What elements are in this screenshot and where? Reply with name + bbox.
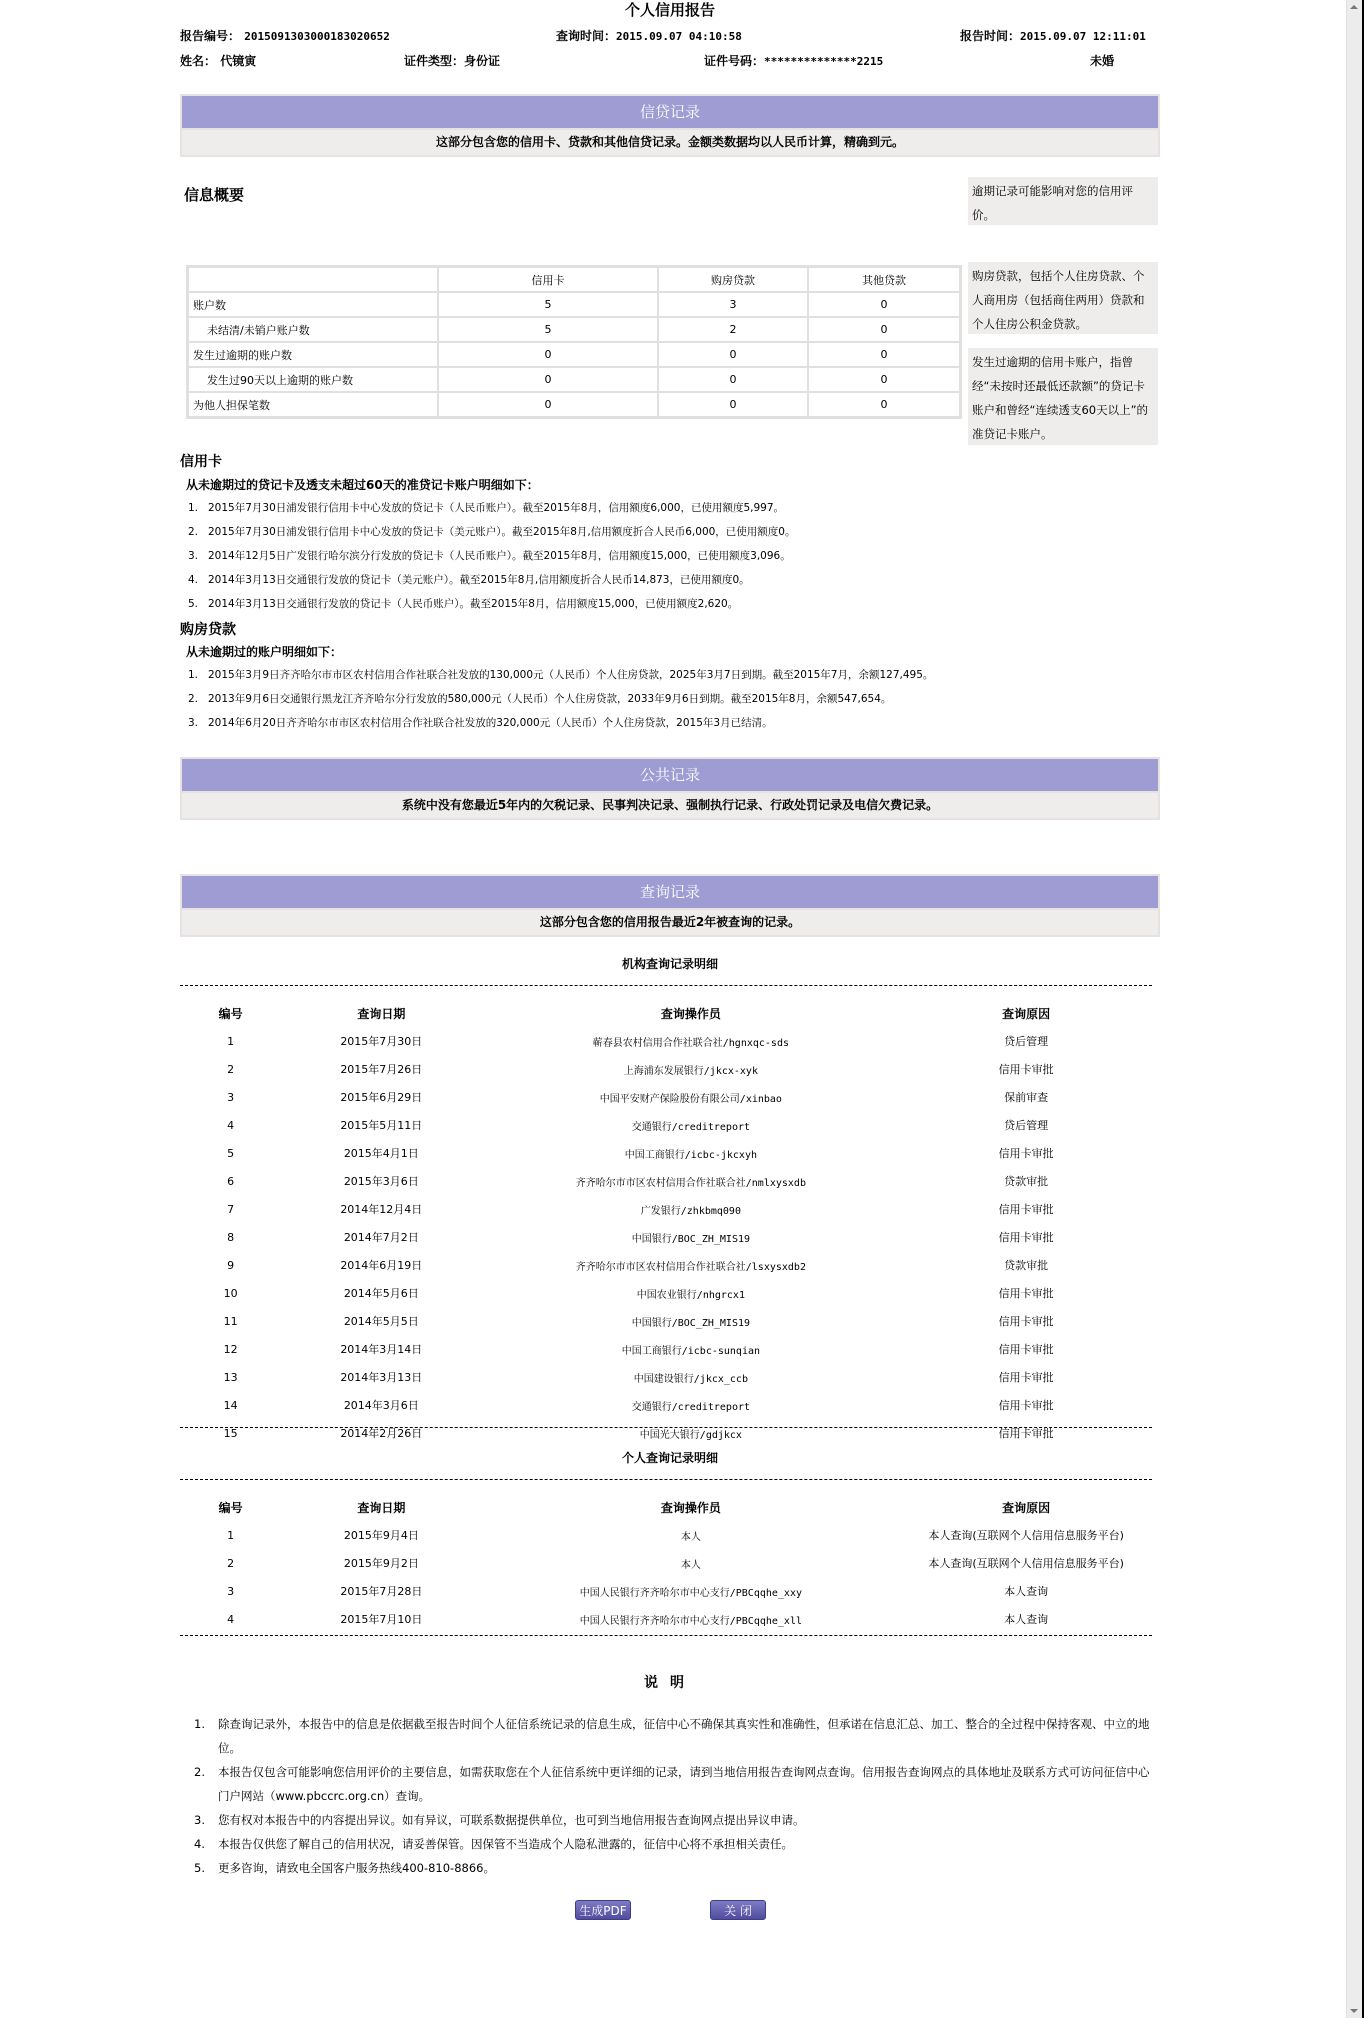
table-header-cell: 其他贷款 — [808, 267, 960, 292]
cell: 0 — [658, 392, 808, 417]
table-row — [180, 1027, 1152, 1055]
divider — [180, 1479, 1152, 1480]
item-text: 本报告仅供您了解自己的信用状况，请妥善保管。因保管不当造成个人隐私泄露的，征信中心将不承担相关责任。 — [218, 1837, 793, 1851]
col-reason: 查询原因 — [1002, 1500, 1051, 1515]
divider — [180, 1635, 1152, 1636]
cell: 中国银行/BOC_ZH_MIS19 — [631, 1317, 751, 1329]
table-row — [188, 317, 960, 342]
table-header-cell: 购房贷款 — [658, 267, 808, 292]
cell: 11 — [223, 1314, 238, 1328]
cell: 2015年9月4日 — [343, 1529, 419, 1542]
credit-card-subtitle: 从未逾期过的贷记卡及透支未超过60天的准贷记卡账户明细如下： — [186, 478, 539, 492]
report-number-label: 报告编号： — [180, 29, 241, 43]
cell: 广发银行/zhkbmq090 — [640, 1205, 741, 1217]
row-label: 为他人担保笔数 — [188, 392, 438, 417]
query-time-label: 查询时间： — [556, 29, 617, 43]
col-date: 查询日期 — [357, 1500, 406, 1515]
cell: 信用卡审批 — [998, 1147, 1054, 1160]
cell: 2 — [658, 317, 808, 342]
cell: 2 — [227, 1556, 235, 1570]
table-header-row — [188, 267, 960, 292]
list-item: 3. 2014年6月20日齐齐哈尔市市区农村信用合作社联合社发放的320,000元（人民币）个人住房贷款，2015年3月已结清。 — [188, 717, 773, 729]
list-item: 2. 2015年7月30日浦发银行信用卡中心发放的贷记卡（美元账户）。截至2015年8月,信用额度折合人民币6,000，已使用额度0。 — [188, 526, 796, 538]
query-time — [556, 28, 742, 45]
table-row — [180, 1521, 1152, 1549]
list-item: 2. 2013年9月6日交通银行黑龙江齐齐哈尔分行发放的580,000元（人民币）个人住房贷款，2033年9月6日到期。截至2015年8月，余额547,654。 — [188, 693, 892, 705]
mortgage-subtitle: 从未逾期过的账户明细如下： — [186, 645, 343, 659]
personal-query-table — [180, 1493, 1152, 1633]
cell: 信用卡审批 — [998, 1399, 1054, 1412]
marital-status: 未婚 — [1090, 54, 1115, 68]
cell: 2014年2月26日 — [340, 1427, 423, 1440]
institution-query-title: 机构查询记录明细 — [621, 957, 718, 971]
item-text: 2014年3月13日交通银行发放的贷记卡（人民币账户）。截至2015年8月，信用额度15,000，已使用额度2,620。 — [208, 598, 739, 610]
cell: 贷后管理 — [1004, 1035, 1049, 1048]
cell: 2015年7月26日 — [340, 1063, 423, 1076]
explanation-list — [194, 1712, 1160, 1880]
cell: 信用卡审批 — [998, 1287, 1054, 1300]
section-subtitle: 系统中没有您最近5年内的欠税记录、民事判决记录、强制执行记录、行政处罚记录及电信欠费记录。 — [182, 793, 1158, 818]
item-text: 2014年12月5日广发银行哈尔滨分行发放的贷记卡（人民币账户）。截至2015年8月，信用额度15,000，已使用额度3,096。 — [208, 550, 791, 562]
cell: 2014年6月19日 — [340, 1259, 423, 1272]
cell: 2015年5月11日 — [340, 1119, 423, 1132]
cell: 0 — [658, 342, 808, 367]
list-item: 4. 2014年3月13日交通银行发放的贷记卡（美元账户）。截至2015年8月,信用额度折合人民币14,873，已使用额度0。 — [188, 574, 750, 586]
cell: 中国平安财产保险股份有限公司/xinbao — [599, 1093, 782, 1105]
cell: 5 — [227, 1146, 235, 1160]
row-label: 账户数 — [188, 292, 438, 317]
vertical-scrollbar[interactable] — [1346, 0, 1362, 2018]
cell: 8 — [227, 1230, 235, 1244]
cell: 7 — [227, 1202, 235, 1216]
id-type — [404, 53, 500, 69]
report-title: 个人信用报告 — [624, 1, 715, 19]
cell: 5 — [438, 292, 658, 317]
cell: 中国银行/BOC_ZH_MIS19 — [631, 1233, 751, 1245]
list-item: 5. 更多咨询，请致电全国客户服务热线400-810-8866。 — [194, 1861, 495, 1875]
col-number: 编号 — [218, 1006, 243, 1021]
item-text: 您有权对本报告中的内容提出异议。如有异议，可联系数据提供单位，也可到当地信用报告查询网点提出异议申请。 — [218, 1813, 805, 1827]
section-subtitle: 这部分包含您的信用报告最近2年被查询的记录。 — [182, 910, 1158, 935]
cell: 信用卡审批 — [998, 1315, 1054, 1328]
table-row — [188, 292, 960, 317]
cell: 2015年6月29日 — [340, 1091, 423, 1104]
report-time — [960, 28, 1146, 45]
col-date: 查询日期 — [357, 1006, 406, 1021]
table-row — [180, 1335, 1152, 1363]
cell: 中国工商银行/icbc-jkcxyh — [624, 1149, 757, 1161]
cell: 3 — [658, 292, 808, 317]
note-overdue: 逾期记录可能影响对您的信用评价。 — [968, 177, 1158, 225]
institution-query-table — [180, 999, 1152, 1447]
cell: 9 — [227, 1258, 235, 1272]
cell: 12 — [223, 1342, 238, 1356]
col-reason: 查询原因 — [1002, 1006, 1051, 1021]
table-row — [180, 1605, 1152, 1633]
cell: 2014年12月4日 — [340, 1203, 423, 1216]
generate-pdf-button[interactable]: 生成PDF — [575, 1900, 631, 1920]
cell: 上海浦东发展银行/jkcx-xyk — [623, 1065, 758, 1077]
section-title: 公共记录 — [182, 759, 1158, 791]
cell: 中国人民银行齐齐哈尔市中心支行/PBCqqhe_xll — [579, 1615, 802, 1627]
table-row — [180, 1055, 1152, 1083]
cell: 2014年5月6日 — [343, 1287, 419, 1300]
item-text: 2013年9月6日交通银行黑龙江齐齐哈尔分行发放的580,000元（人民币）个人住房贷款，2033年9月6日到期。截至2015年8月，余额547,654。 — [208, 693, 892, 705]
cell: 中国工商银行/icbc-sunqian — [621, 1345, 761, 1357]
cell: 2014年3月6日 — [343, 1399, 419, 1412]
id-type-value: 身份证 — [464, 54, 501, 68]
cell: 2015年3月6日 — [343, 1175, 419, 1188]
cell: 保前审查 — [1004, 1091, 1049, 1104]
cell: 2014年5月5日 — [343, 1315, 419, 1328]
id-number — [704, 53, 883, 70]
id-type-label: 证件类型： — [404, 54, 465, 68]
col-operator: 查询操作员 — [660, 1006, 721, 1021]
table-row — [180, 1111, 1152, 1139]
cell: 信用卡审批 — [998, 1203, 1054, 1216]
cell: 0 — [808, 317, 960, 342]
cell: 2014年3月13日 — [340, 1371, 423, 1384]
cell: 1 — [227, 1034, 235, 1048]
cell: 本人查询 — [1004, 1613, 1049, 1626]
row-label: 发生过逾期的账户数 — [188, 342, 438, 367]
cell: 2 — [227, 1062, 235, 1076]
cell: 2015年7月28日 — [340, 1585, 423, 1598]
item-text: 2015年7月30日浦发银行信用卡中心发放的贷记卡（美元账户）。截至2015年8月,信用额度折合人民币6,000，已使用额度0。 — [208, 526, 796, 538]
row-label: 未结清/未销户账户数 — [188, 317, 438, 342]
report-number — [180, 28, 390, 45]
id-number-label: 证件号码： — [704, 54, 765, 68]
cell: 贷款审批 — [1004, 1259, 1049, 1272]
table-row — [188, 392, 960, 417]
table-header-cell: 信用卡 — [438, 267, 658, 292]
cell: 信用卡审批 — [998, 1371, 1054, 1384]
cell: 0 — [658, 367, 808, 392]
cell: 本人查询(互联网个人信用信息服务平台) — [928, 1557, 1124, 1570]
personal-query-title: 个人查询记录明细 — [621, 1451, 718, 1465]
cell: 2014年7月2日 — [343, 1231, 419, 1244]
col-operator: 查询操作员 — [660, 1500, 721, 1515]
section-title: 查询记录 — [182, 876, 1158, 908]
overview-title: 信息概要 — [184, 186, 245, 204]
list-item: 2. 本报告仅包含可能影响您信用评价的主要信息，如需获取您在个人征信系统中更详细的记录，请到当地信用报告查询网点查询。信用报告查询网点的具体地址及联系方式可访问征信中心门户网站（www.pbccrc.org.cn）查询。 — [194, 1765, 1150, 1803]
divider — [180, 985, 1152, 986]
table-header-row — [180, 999, 1152, 1027]
name-label: 姓名： — [180, 54, 217, 68]
cell: 交通银行/creditreport — [631, 1401, 751, 1413]
section-title: 信贷记录 — [182, 96, 1158, 128]
public-section-header — [180, 757, 1160, 820]
cell: 4 — [227, 1118, 235, 1132]
cell: 0 — [808, 292, 960, 317]
mortgage-title: 购房贷款 — [180, 622, 236, 638]
scroll-up-arrow-icon[interactable] — [1350, 5, 1358, 9]
list-item: 1. 除查询记录外，本报告中的信息是依据截至报告时间个人征信系统记录的信息生成，征信中心不确保其真实性和准确性，但承诺在信息汇总、加工、整合的全过程中保持客观、中立的地位。 — [194, 1717, 1150, 1755]
cell: 3 — [227, 1584, 235, 1598]
cell: 10 — [223, 1286, 238, 1300]
list-item: 1. 2015年3月9日齐齐哈尔市市区农村信用合作社联合社发放的130,000元（人民币）个人住房贷款，2025年3月7日到期。截至2015年7月，余额127,495。 — [188, 669, 934, 681]
cell: 0 — [438, 342, 658, 367]
cell: 中国建设银行/jkcx_ccb — [633, 1373, 748, 1385]
table-row — [180, 1279, 1152, 1307]
table-row — [180, 1391, 1152, 1419]
query-time-value: 2015.09.07 04:10:58 — [616, 30, 742, 43]
cell: 贷款审批 — [1004, 1175, 1049, 1188]
table-row — [180, 1307, 1152, 1335]
divider — [180, 1427, 1152, 1428]
table-row — [180, 1549, 1152, 1577]
cell: 交通银行/creditreport — [631, 1121, 751, 1133]
list-item: 3. 您有权对本报告中的内容提出异议。如有异议，可联系数据提供单位，也可到当地信用报告查询网点提出异议申请。 — [194, 1813, 805, 1827]
cell: 0 — [808, 392, 960, 417]
explanation-title: 说明 — [644, 1675, 696, 1691]
item-text: 2014年6月20日齐齐哈尔市市区农村信用合作社联合社发放的320,000元（人民币）个人住房贷款，2015年3月已结清。 — [208, 717, 773, 729]
id-number-value: **************2215 — [764, 55, 884, 68]
cell: 15 — [223, 1426, 238, 1440]
section-subtitle: 这部分包含您的信用卡、贷款和其他信贷记录。金额类数据均以人民币计算，精确到元。 — [182, 130, 1158, 155]
cell: 信用卡审批 — [998, 1427, 1054, 1440]
query-section-header — [180, 874, 1160, 937]
scroll-down-arrow-icon[interactable] — [1350, 2009, 1358, 2013]
report-time-value: 2015.09.07 12:11:01 — [1020, 30, 1146, 43]
item-text: 2015年3月9日齐齐哈尔市市区农村信用合作社联合社发放的130,000元（人民币）个人住房贷款，2025年3月7日到期。截至2015年7月，余额127,495。 — [208, 669, 934, 681]
cell: 0 — [438, 392, 658, 417]
cell: 中国农业银行/nhgrcx1 — [636, 1289, 745, 1301]
name-value: 代镜寅 — [220, 54, 257, 68]
table-row — [180, 1223, 1152, 1251]
table-row — [180, 1363, 1152, 1391]
item-text: 除查询记录外，本报告中的信息是依据截至报告时间个人征信系统记录的信息生成，征信中心不确保其真实性和准确性，但承诺在信息汇总、加工、整合的全过程中保持客观、中立的地位。 — [218, 1717, 1150, 1755]
mortgage-list — [180, 663, 933, 735]
cell: 中国人民银行齐齐哈尔市中心支行/PBCqqhe_xxy — [579, 1587, 802, 1599]
note-overdue-card: 发生过逾期的信用卡账户，指曾经“未按时还最低还款额”的贷记卡账户和曾经“连续透支60天以上”的准贷记卡账户。 — [968, 348, 1158, 445]
list-item: 3. 2014年12月5日广发银行哈尔滨分行发放的贷记卡（人民币账户）。截至2015年8月，信用额度15,000，已使用额度3,096。 — [188, 550, 791, 562]
summary-table — [186, 265, 962, 419]
credit-section-header — [180, 94, 1160, 157]
table-row — [180, 1577, 1152, 1605]
cell: 本人查询(互联网个人信用信息服务平台) — [928, 1529, 1124, 1542]
cell: 0 — [808, 367, 960, 392]
item-text: 2015年7月30日浦发银行信用卡中心发放的贷记卡（人民币账户）。截至2015年8月，信用额度6,000，已使用额度5,997。 — [208, 502, 785, 514]
cell: 蕲春县农村信用合作社联合社/hgnxqc-sds — [592, 1037, 789, 1049]
cell: 本人 — [680, 1559, 701, 1571]
cell: 0 — [808, 342, 960, 367]
list-item: 5. 2014年3月13日交通银行发放的贷记卡（人民币账户）。截至2015年8月，信用额度15,000，已使用额度2,620。 — [188, 598, 739, 610]
item-text: 更多咨询，请致电全国客户服务热线400-810-8866。 — [218, 1861, 495, 1875]
cell: 本人 — [680, 1531, 701, 1543]
cell: 信用卡审批 — [998, 1231, 1054, 1244]
report-number-value: 2015091303000183020652 — [244, 30, 390, 43]
cell: 14 — [223, 1398, 238, 1412]
cell: 中国光大银行/gdjkcx — [639, 1429, 742, 1441]
cell: 4 — [227, 1612, 235, 1626]
cell: 本人查询 — [1004, 1585, 1049, 1598]
table-row — [180, 1139, 1152, 1167]
table-row — [188, 342, 960, 367]
table-row — [188, 367, 960, 392]
cell: 1 — [227, 1528, 235, 1542]
table-header-row — [180, 1493, 1152, 1521]
list-item: 4. 本报告仅供您了解自己的信用状况，请妥善保管。因保管不当造成个人隐私泄露的，征信中心将不承担相关责任。 — [194, 1837, 793, 1851]
table-row — [180, 1251, 1152, 1279]
item-text: 本报告仅包含可能影响您信用评价的主要信息，如需获取您在个人征信系统中更详细的记录，请到当地信用报告查询网点查询。信用报告查询网点的具体地址及联系方式可访问征信中心门户网站（www.pbccrc.org.cn）查询。 — [218, 1765, 1150, 1803]
cell: 2015年7月30日 — [340, 1035, 423, 1048]
cell: 信用卡审批 — [998, 1063, 1054, 1076]
cell: 齐齐哈尔市市区农村信用合作社联合社/lsxysxdb2 — [575, 1261, 806, 1273]
credit-card-title: 信用卡 — [180, 454, 222, 470]
table-row — [180, 1419, 1152, 1447]
cell: 贷后管理 — [1004, 1119, 1049, 1132]
cell: 6 — [227, 1174, 235, 1188]
cell: 2014年3月14日 — [340, 1343, 423, 1356]
table-row — [180, 1083, 1152, 1111]
item-text: 2014年3月13日交通银行发放的贷记卡（美元账户）。截至2015年8月,信用额度折合人民币14,873，已使用额度0。 — [208, 574, 750, 586]
cell: 2015年4月1日 — [343, 1147, 419, 1160]
cell: 13 — [223, 1370, 238, 1384]
note-mortgage: 购房贷款，包括个人住房贷款、个人商用房（包括商住两用）贷款和个人住房公积金贷款。 — [968, 262, 1158, 334]
cell: 0 — [438, 367, 658, 392]
list-item: 1. 2015年7月30日浦发银行信用卡中心发放的贷记卡（人民币账户）。截至2015年8月，信用额度6,000，已使用额度5,997。 — [188, 502, 785, 514]
cell: 齐齐哈尔市市区农村信用合作社联合社/nmlxysxdb — [575, 1177, 806, 1189]
cell: 2015年9月2日 — [343, 1557, 419, 1570]
cell: 信用卡审批 — [998, 1343, 1054, 1356]
credit-card-list — [180, 496, 796, 616]
table-header-cell — [188, 267, 438, 292]
cell: 2015年7月10日 — [340, 1613, 423, 1626]
row-label: 发生过90天以上逾期的账户数 — [188, 367, 438, 392]
col-number: 编号 — [218, 1500, 243, 1515]
table-row — [180, 1167, 1152, 1195]
cell: 3 — [227, 1090, 235, 1104]
close-button[interactable]: 关 闭 — [710, 1900, 766, 1920]
report-time-label: 报告时间： — [960, 29, 1021, 43]
cell: 5 — [438, 317, 658, 342]
name — [180, 53, 256, 69]
table-row — [180, 1195, 1152, 1223]
